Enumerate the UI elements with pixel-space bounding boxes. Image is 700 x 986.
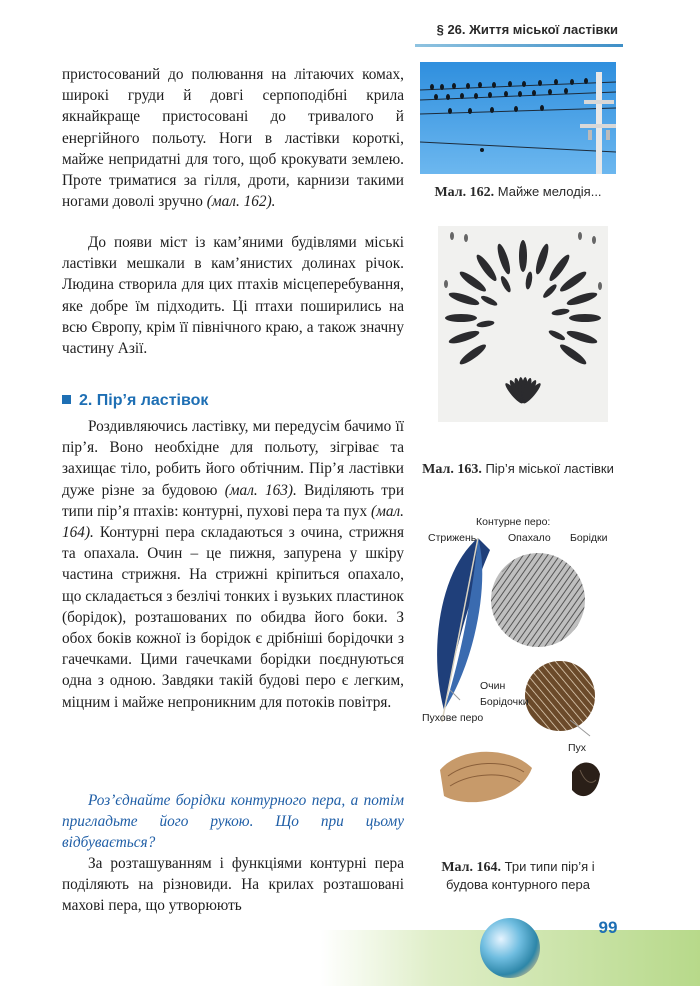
label-contour-feather: Контурне перо: [476,516,551,528]
figure-163-number: Мал. 163. [422,462,482,477]
figure-ref-163: (мал. 163). [224,481,297,499]
figure-163-text: Пір’я міської ластівки [485,461,614,476]
label-calamus: Очин [480,680,506,692]
paragraph-3-text-c: Контурні пера складаються з очина, стрижня та опахала. Очин – це пижня, запурена у шкіру частина стрижня. На стрижні кріпиться опахало, що складається з безлічі тонких і вузьких пластинок (борідок), розташованих по обидва його боки. З обох боків кожної із борідок є дрібніші борідочки з гачечками. Цими гачечками борідки поєднуються одна з одною. Завдяки такій будові перо є легким, міцним і майже непроникним для потоків повітря. [62,524,405,711]
label-vane: Опахало [508,532,551,544]
figure-162-number: Мал. 162. [434,185,495,200]
figure-ref-162: (мал. 162). [206,193,276,211]
figure-163-swallow-feathers [438,226,608,422]
label-barbs: Борідки [570,532,608,544]
figure-164-text: Три типи пір’я і будова контурного пера [445,859,595,892]
footer-globe-icon [480,918,540,978]
paragraph-3 [62,416,404,713]
running-header: § 26. Життя міської ластівки [436,22,618,37]
task-question-text: Роз’єднайте борідки контурного пера, а потім пригладьте його рукою. Що при цьому відбувається? [62,792,404,852]
paragraph-3-text-b: Виділяють три типи пір’я птахів: контурні, пухові пера та пух [62,481,405,520]
square-bullet-icon [62,395,71,404]
paragraph-1 [62,64,404,212]
figure-164-caption [420,858,616,893]
figure-162-text: Майже мелодія... [497,184,602,199]
label-shaft: Стрижень [428,532,477,544]
task-question [62,790,404,854]
label-barbules: Борідочки [480,696,529,708]
feather-diagram [420,510,616,828]
feathers-arrangement [438,226,608,422]
paragraph-2-text: До появи міст із кам’яними будівлями міські ластівки мешкали в кам’янистих долинах річок. Людина створила для цих птахів місцеперебування, яке добре їм підходить. Ці птахи поширились на всю Європу, крім її північного краю, а також значну частину Азії. [62,234,404,358]
paragraph-5 [62,853,404,917]
page-number: 99 [598,918,618,937]
figure-ref-164: (мал. 164). [62,502,404,542]
figure-163-caption [420,460,616,478]
paragraph-5-text: За розташуванням і функціями контурні пера поділяють на різновиди. На крилах розташовані махові пера, що утворюють [62,855,404,915]
figure-162-swallows-on-wires [420,62,616,174]
figure-164-feather-structure [420,510,616,828]
swallows-photo [420,62,616,174]
label-down: Пух [568,742,587,754]
figure-162-caption [420,183,616,201]
paragraph-2 [62,232,404,359]
header-rule [415,44,623,47]
figure-164-number: Мал. 164. [441,860,502,875]
label-down-feather: Пухове перо [422,712,484,724]
paragraph-3-text-a: Роздивляючись ластівку, ми передусім бачимо її пір’я. Воно необхідне для польоту, зігріває та захищає тіло, робить його обтічним. Пір’я ластівки дуже різне за будовою [62,418,404,499]
section-title: 2. Пір’я ластівок [79,392,209,409]
section-heading [62,392,402,410]
paragraph-1-text: пристосований до полювання на літаючих комах, широкі груди й довгі серпоподібні крила якнайкраще пристосовані до тривалого й енергійного польоту. Ноги в ластівки короткі, майже непридатні для того, щоб крокувати землею. Проте триматися за гілля, дроти, карнизи такими ногами доволі зручно [62,66,404,211]
